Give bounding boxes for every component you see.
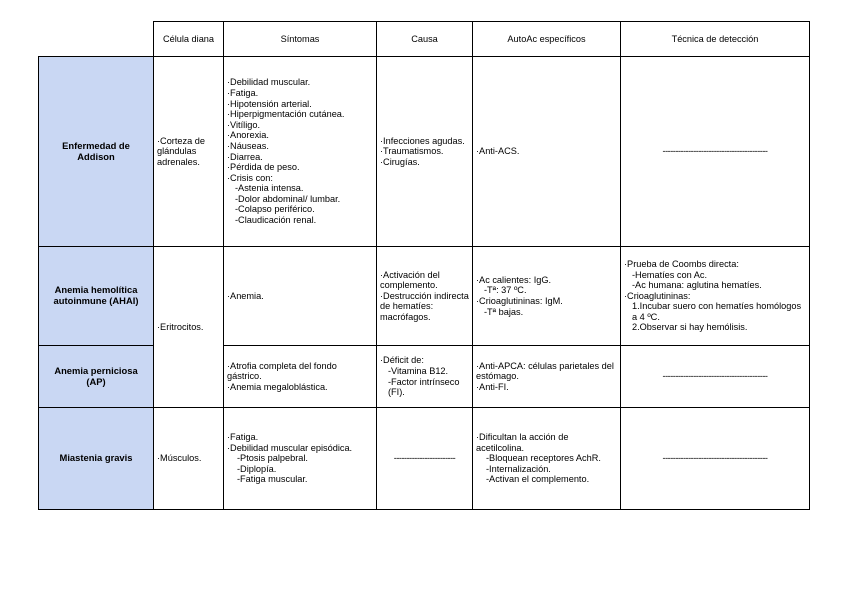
header-cell: Célula diana xyxy=(154,22,224,57)
disease-mg: Miastenia gravis xyxy=(39,408,154,510)
technique-ap xyxy=(621,346,810,408)
disease-ap: Anemia perniciosa (AP) xyxy=(39,346,154,408)
symptom: ·Anorexia. xyxy=(227,130,269,141)
autoimmune-diseases-table xyxy=(38,21,810,510)
empty-dash: ----------------------------------------- xyxy=(662,371,768,382)
crisis-item: -Dolor abdominal/ lumbar. xyxy=(235,193,341,204)
symptom: ·Crisis con: xyxy=(227,172,273,183)
cause-addison xyxy=(377,57,473,247)
symptom: ·Hiperpigmentación cutánea. xyxy=(227,109,345,120)
cause-item: ·Cirugías. xyxy=(380,156,420,167)
header-cause: Causa xyxy=(377,22,473,57)
symptom: ·Hipotensión arterial. xyxy=(227,98,312,109)
symptom: ·Debilidad muscular. xyxy=(227,77,311,88)
coombs-title: ·Prueba de Coombs directa: xyxy=(624,258,739,269)
cell-addison: ·Corteza de glándulas adrenales. xyxy=(154,57,224,247)
empty-dash: ----------------------------------------- xyxy=(662,146,768,157)
symptom: ·Vitíligo. xyxy=(227,119,261,130)
symptom: ·Pérdida de peso. xyxy=(227,162,300,173)
row-addison xyxy=(39,57,810,247)
technique-mg xyxy=(621,408,810,510)
cause-item: ·Activación del complemento. xyxy=(380,269,440,291)
autoac-ahai xyxy=(473,247,621,346)
crio-step: 2.Observar si hay hemólisis. xyxy=(632,322,748,333)
empty-dash: ------------------------ xyxy=(393,453,456,464)
header-row xyxy=(39,22,810,57)
cause-title: ·Déficit de: xyxy=(380,355,424,366)
row-ahai xyxy=(39,247,810,346)
symptoms-ap xyxy=(224,346,377,408)
header-symptoms: Síntomas xyxy=(224,22,377,57)
autoac-item: -Internalización. xyxy=(486,463,551,474)
autoac-mg xyxy=(473,408,621,510)
symptoms-ahai: ·Anemia. xyxy=(224,247,377,346)
symptom: ·Fatiga. xyxy=(227,87,259,98)
cell-mg: ·Músculos. xyxy=(154,408,224,510)
crio-step: 1.Incubar suero con hematíes homólogos a 4 ºC. xyxy=(632,301,802,322)
cause-mg xyxy=(377,408,473,510)
cause-item: -Factor intrínseco (FI). xyxy=(388,376,460,398)
autoac-title: ·Dificultan la acción de acetilcolina. xyxy=(476,432,569,453)
crisis-item: -Claudicación renal. xyxy=(235,215,317,226)
autoac-addison: ·Anti-ACS. xyxy=(473,57,621,247)
header-technique: Técnica de detección xyxy=(621,22,810,57)
cause-item: ·Traumatismos. xyxy=(380,146,444,157)
crisis-item: -Astenia intensa. xyxy=(235,183,304,194)
cause-item: -Vitamina B12. xyxy=(388,365,449,376)
autoac-ap xyxy=(473,346,621,408)
symptoms-mg xyxy=(224,408,377,510)
autoac-item: ·Anti-FI. xyxy=(476,381,509,392)
autoac-item: -Bloquean receptores AchR. xyxy=(486,453,601,464)
cause-ahai xyxy=(377,247,473,346)
symptom-item: -Diplopía. xyxy=(237,463,277,474)
autoac-cold-temp: -Tª bajas. xyxy=(484,306,524,317)
cause-item: ·Infecciones agudas. xyxy=(380,135,465,146)
autoac-item: ·Anti-APCA: células parietales del estómago. xyxy=(476,360,614,382)
symptom: ·Diarrea. xyxy=(227,151,263,162)
symptoms-addison xyxy=(224,57,377,247)
disease-addison: Enfermedad de Addison xyxy=(39,57,154,247)
symptom: ·Náuseas. xyxy=(227,140,269,151)
cause-item: ·Destrucción indirecta de hematíes: macrófagos. xyxy=(380,290,469,322)
crio-title: ·Crioaglutininas: xyxy=(624,290,691,301)
symptom-item: -Fatiga muscular. xyxy=(237,474,308,485)
cause-ap xyxy=(377,346,473,408)
autoac-warm-temp: -Tª: 37 ºC. xyxy=(484,285,527,296)
symptom: ·Fatiga. xyxy=(227,432,259,443)
cell-erythrocytes: ·Eritrocitos. xyxy=(154,247,224,408)
coombs-item: -Ac humana: aglutina hematíes. xyxy=(632,280,762,291)
empty-dash: ----------------------------------------- xyxy=(662,453,768,464)
coombs-item: -Hematíes con Ac. xyxy=(632,269,708,280)
autoac-cold: ·Crioaglutininas: IgM. xyxy=(476,296,563,306)
symptom: ·Debilidad muscular episódica. xyxy=(227,442,353,453)
disease-ahai: Anemia hemolítica autoinmune (AHAI) xyxy=(39,247,154,346)
technique-ahai xyxy=(621,247,810,346)
header-blank xyxy=(39,22,154,57)
autoac-warm: ·Ac calientes: IgG. xyxy=(476,274,552,285)
row-mg xyxy=(39,408,810,510)
symptom-item: -Ptosis palpebral. xyxy=(237,453,308,464)
autoac-item: -Activan el complemento. xyxy=(486,474,590,485)
technique-addison xyxy=(621,57,810,247)
header-autoac: AutoAc específicos xyxy=(473,22,621,57)
crisis-item: -Colapso periférico. xyxy=(235,204,315,215)
symptom: ·Anemia megaloblástica. xyxy=(227,381,328,392)
symptom: ·Atrofia completa del fondo gástrico. xyxy=(227,360,337,382)
